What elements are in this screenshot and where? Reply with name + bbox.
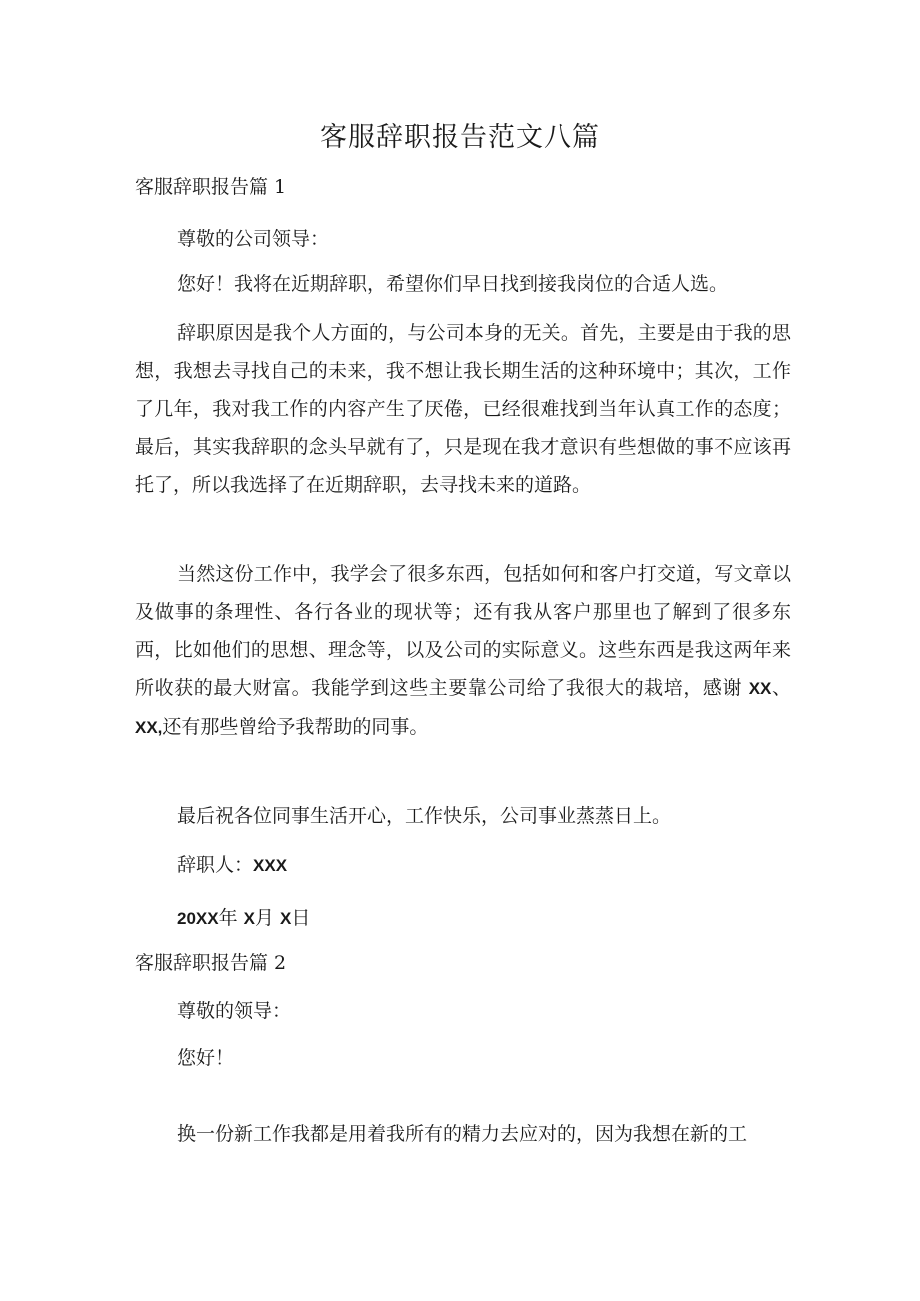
section-heading-1: 客服辞职报告篇 1 — [135, 176, 287, 198]
date-month: X — [243, 909, 255, 928]
greeting-2: 您好！ — [177, 1047, 235, 1069]
date-month-unit: 月 — [254, 907, 281, 929]
date-day-unit: 日 — [291, 907, 311, 929]
section-heading-2: 客服辞职报告篇 2 — [135, 952, 287, 974]
paragraph-new-job: 换一份新工作我都是用着我所有的精力去应对的，因为我想在新的工 — [177, 1123, 748, 1145]
date-day: X — [280, 909, 292, 928]
paragraph-gratitude-end: 还有那些曾给予我帮助的同事。 — [162, 716, 429, 738]
signature-label: 辞职人： — [177, 854, 254, 876]
greeting-1: 您好！我将在近期辞职，希望你们早日找到接我岗位的合适人选。 — [177, 273, 729, 295]
name-placeholder-1: XX — [748, 679, 772, 698]
paragraph-gratitude — [135, 555, 791, 747]
date-year-unit: 年 — [218, 907, 244, 929]
name-placeholder-2: XX, — [135, 718, 163, 737]
signature-name: XXX — [253, 856, 288, 875]
paragraph-reasons: 辞职原因是我个人方面的，与公司本身的无关。首先，主要是由于我的思想，我想去寻找自己的未来，我不想让我长期生活的这种环境中；其次，工作了几年，我对我工作的内容产生了厌倦，已经很难找到当年认真工作的态度；最后，其实我辞职的念头早就有了，只是现在我才意识有些想做的事不应该再托了，所以我选择了在近期辞职，去寻找未来的道路。 — [135, 322, 791, 496]
paragraph-gratitude-text: 当然这份工作中，我学会了很多东西，包括如何和客户打交道，写文章以及做事的条理性、各行各业的现状等；还有我从客户那里也了解到了很多东西，比如他们的思想、理念等，以及公司的实际意义。这些东西是我这两年来所收获的最大财富。我能学到这些主要靠公司给了我很大的栽培，感谢 — [135, 563, 791, 699]
date-year: 20XX — [177, 909, 219, 928]
salutation-2: 尊敬的领导： — [177, 1000, 292, 1022]
document-title: 客服辞职报告范文八篇 — [320, 122, 600, 153]
signature-line — [177, 850, 287, 881]
separator: 、 — [771, 677, 791, 699]
date-line — [177, 903, 310, 934]
salutation-1: 尊敬的公司领导： — [177, 228, 330, 250]
wishes: 最后祝各位同事生活开心，工作快乐，公司事业蒸蒸日上。 — [177, 805, 672, 827]
